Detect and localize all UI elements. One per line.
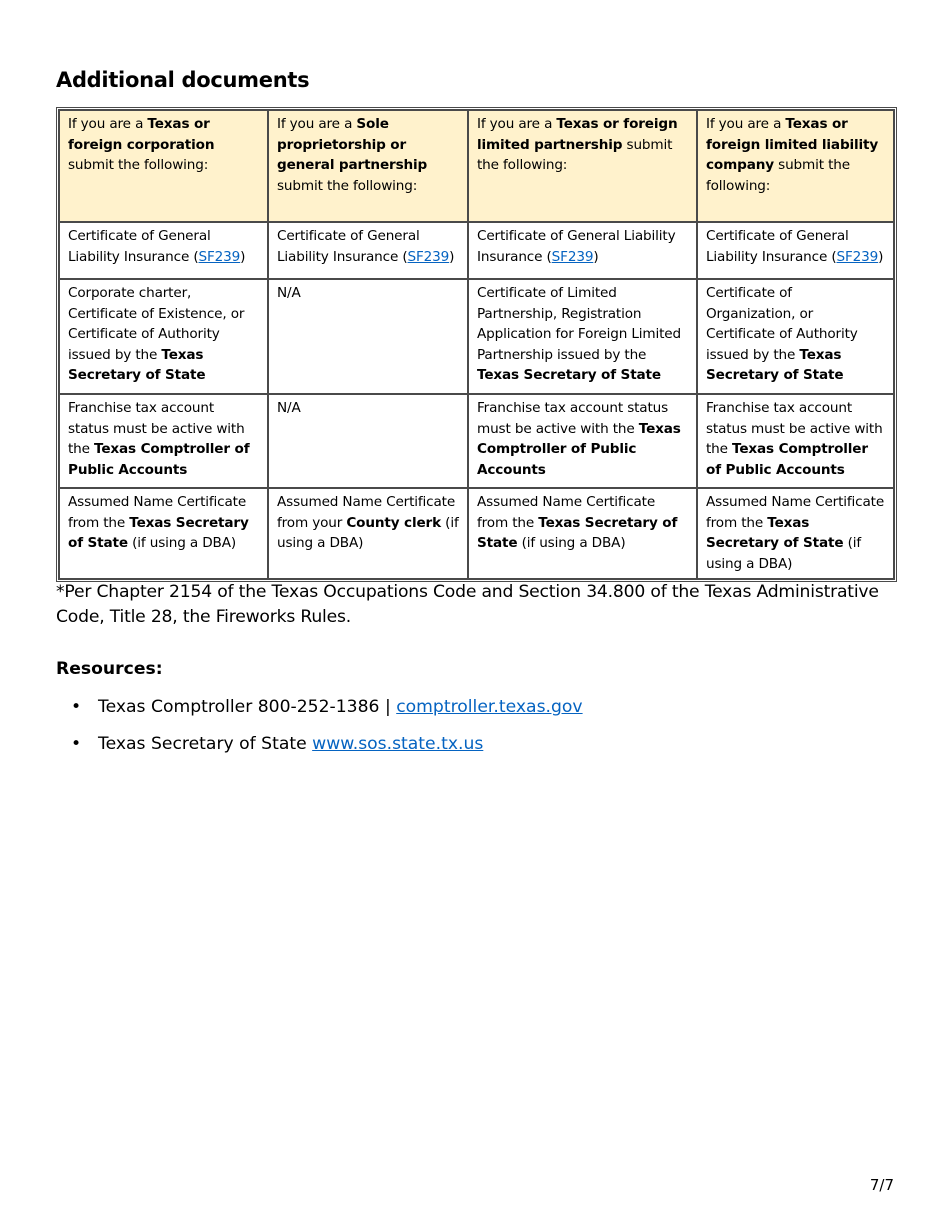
comptroller-link[interactable]: comptroller.texas.gov [396, 697, 583, 717]
cell-bold-text: Texas Secretary of State [68, 514, 249, 551]
table-cell [59, 394, 268, 488]
table-cell [468, 279, 697, 394]
cell-text: Assumed Name Certificate from your [277, 494, 456, 531]
header-pre: If you are a [277, 116, 357, 132]
header-entity-type: Texas or foreign limited liability company [706, 116, 879, 173]
table-cell [697, 222, 894, 279]
resource-item-secretary-of-state [56, 732, 583, 769]
bullet-icon: • [71, 734, 82, 754]
cell-bold-text: Texas Comptroller of Public Accounts [68, 441, 250, 478]
bullet-icon: • [71, 697, 82, 717]
table-cell [697, 279, 894, 394]
resource-text: Texas Comptroller 800-252-1386 | [98, 697, 397, 717]
footnote: *Per Chapter 2154 of the Texas Occupations Code and Section 34.800 of the Texas Administrative Code, Title 28, the Fireworks Rules. [56, 582, 879, 627]
sf239-link[interactable]: SF239 [407, 248, 450, 265]
cell-text: Franchise tax account status must be active with the [706, 400, 883, 457]
cell-text: Certificate of Organization, or Certificate of Authority issued by the [706, 285, 858, 363]
cell-text: ) [240, 248, 246, 265]
table-cell [268, 279, 468, 394]
header-pre: If you are a [477, 116, 557, 132]
header-entity-type: Texas or foreign limited partnership [477, 116, 678, 153]
cell-text: ) [449, 248, 455, 265]
cell-text: Certificate of General Liability Insurance ( [277, 228, 420, 265]
table-cell [59, 279, 268, 394]
page-number: 7/7 [869, 1176, 894, 1194]
cell-text: N/A [277, 400, 301, 416]
table-cell [268, 394, 468, 488]
table-cell [468, 394, 697, 488]
header-limited-partnership [468, 110, 697, 222]
cell-bold-text: Texas Secretary of State [706, 514, 844, 551]
cell-text: N/A [277, 285, 301, 301]
header-corporation [59, 110, 268, 222]
table-cell [697, 488, 894, 579]
cell-text: Assumed Name Certificate from the [706, 494, 885, 531]
cell-bold-text: Texas Secretary of State [68, 346, 206, 383]
sf239-link[interactable]: SF239 [198, 248, 241, 265]
header-post: submit the following: [706, 157, 850, 194]
cell-text: (if using a DBA) [277, 514, 459, 551]
header-llc [697, 110, 894, 222]
header-pre: If you are a [68, 116, 148, 132]
cell-text: Assumed Name Certificate from the [68, 494, 247, 531]
table-cell [59, 488, 268, 579]
header-sole-proprietorship [268, 110, 468, 222]
resources-heading: Resources: [56, 659, 163, 679]
table-header-row [59, 110, 894, 222]
table-row-insurance [59, 222, 894, 279]
table-cell [59, 222, 268, 279]
header-post: submit the following: [277, 177, 418, 194]
page-title: Additional documents [56, 68, 310, 92]
cell-text: Certificate of Limited Partnership, Registration Application for Foreign Limited Partnership issued by the [477, 285, 681, 363]
cell-text: Franchise tax account status must be active with the [68, 400, 245, 457]
cell-text: Certificate of General Liability Insurance ( [706, 228, 849, 265]
table-cell [268, 222, 468, 279]
table-row-charter [59, 279, 894, 394]
cell-text: (if using a DBA) [706, 535, 862, 572]
cell-text: Franchise tax account status must be active with the [477, 400, 669, 437]
resource-item-comptroller [56, 695, 583, 732]
sf239-link[interactable]: SF239 [551, 248, 594, 265]
header-post: submit the following: [477, 136, 673, 173]
cell-text: ) [593, 248, 599, 265]
header-pre: If you are a [706, 116, 786, 132]
cell-text: ) [878, 248, 884, 265]
cell-bold-text: Texas Comptroller of Public Accounts [477, 420, 681, 478]
cell-bold-text: County clerk [346, 514, 441, 531]
table-row-assumed-name [59, 488, 894, 579]
sos-link[interactable]: www.sos.state.tx.us [312, 734, 484, 754]
table-cell [468, 222, 697, 279]
cell-bold-text: Texas Comptroller of Public Accounts [706, 441, 868, 478]
cell-text: (if using a DBA) [127, 535, 237, 551]
table-cell [468, 488, 697, 579]
header-entity-type: Sole proprietorship or general partnership [277, 116, 428, 173]
cell-text: Corporate charter, Certificate of Existence, or Certificate of Authority issued by the [68, 285, 245, 363]
cell-text: Assumed Name Certificate from the [477, 494, 656, 531]
table-cell [268, 488, 468, 579]
additional-documents-table [56, 107, 897, 582]
header-post: submit the following: [68, 157, 209, 173]
resources-list [56, 695, 583, 769]
cell-bold-text: Texas Secretary of State [477, 514, 678, 551]
cell-bold-text: Texas Secretary of State [477, 367, 661, 383]
cell-text: Certificate of General Liability Insurance ( [68, 228, 211, 265]
sf239-link[interactable]: SF239 [836, 248, 879, 265]
cell-text: (if using a DBA) [517, 535, 626, 551]
table-row-franchise-tax [59, 394, 894, 488]
cell-bold-text: Texas Secretary of State [706, 346, 844, 383]
resource-text: Texas Secretary of State [98, 734, 313, 754]
cell-text: Certificate of General Liability Insurance ( [477, 228, 676, 265]
table-cell [697, 394, 894, 488]
header-entity-type: Texas or foreign corporation [68, 116, 215, 153]
